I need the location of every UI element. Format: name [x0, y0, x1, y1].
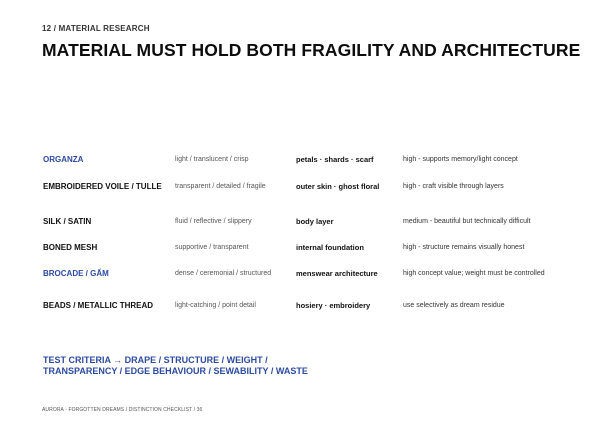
material-name: SILK / SATIN [43, 217, 92, 226]
page-footer: AURORA - FORGOTTEN DREAMS / DISTINCTION CHECKLIST / 36 [42, 407, 203, 413]
material-use: outer skin · ghost floral [296, 182, 380, 191]
material-properties: fluid / reflective / slippery [175, 218, 252, 225]
material-name: BEADS / METALLIC THREAD [43, 301, 154, 310]
page-title: MATERIAL MUST HOLD BOTH FRAGILITY AND ARCHITECTURE [42, 40, 581, 60]
material-use: petals · shards · scarf [296, 155, 374, 164]
material-properties: dense / ceremonial / structured [175, 270, 272, 277]
material-value: high concept value; weight must be controlled [403, 270, 545, 277]
material-value: high - craft visible through layers [403, 183, 504, 190]
material-properties: light / translucent / crisp [175, 156, 249, 163]
material-properties: supportive / transparent [175, 244, 249, 251]
material-use: hosiery · embroidery [296, 301, 371, 310]
test-criteria: TEST CRITERIA → DRAPE / STRUCTURE / WEIGHT / TRANSPARENCY / EDGE BEHAVIOUR / SEWABILITY / WASTE [43, 355, 308, 376]
material-properties: light-catching / point detail [175, 302, 256, 309]
material-name: ORGANZA [43, 155, 84, 164]
material-properties: transparent / detailed / fragile [175, 183, 266, 190]
material-value: high - supports memory/light concept [403, 156, 518, 163]
material-use: body layer [296, 217, 334, 226]
material-name: EMBROIDERED VOILE / TULLE [43, 182, 162, 191]
material-use: menswear architecture [296, 269, 378, 278]
page-kicker: 12 / MATERIAL RESEARCH [42, 24, 150, 33]
material-value: medium - beautiful but technically difficult [403, 218, 531, 225]
material-value: use selectively as dream residue [403, 302, 505, 309]
material-use: internal foundation [296, 243, 364, 252]
material-name: BONED MESH [43, 243, 98, 252]
material-value: high - structure remains visually honest [403, 244, 525, 251]
material-name: BROCADE / GẤM [43, 269, 109, 278]
